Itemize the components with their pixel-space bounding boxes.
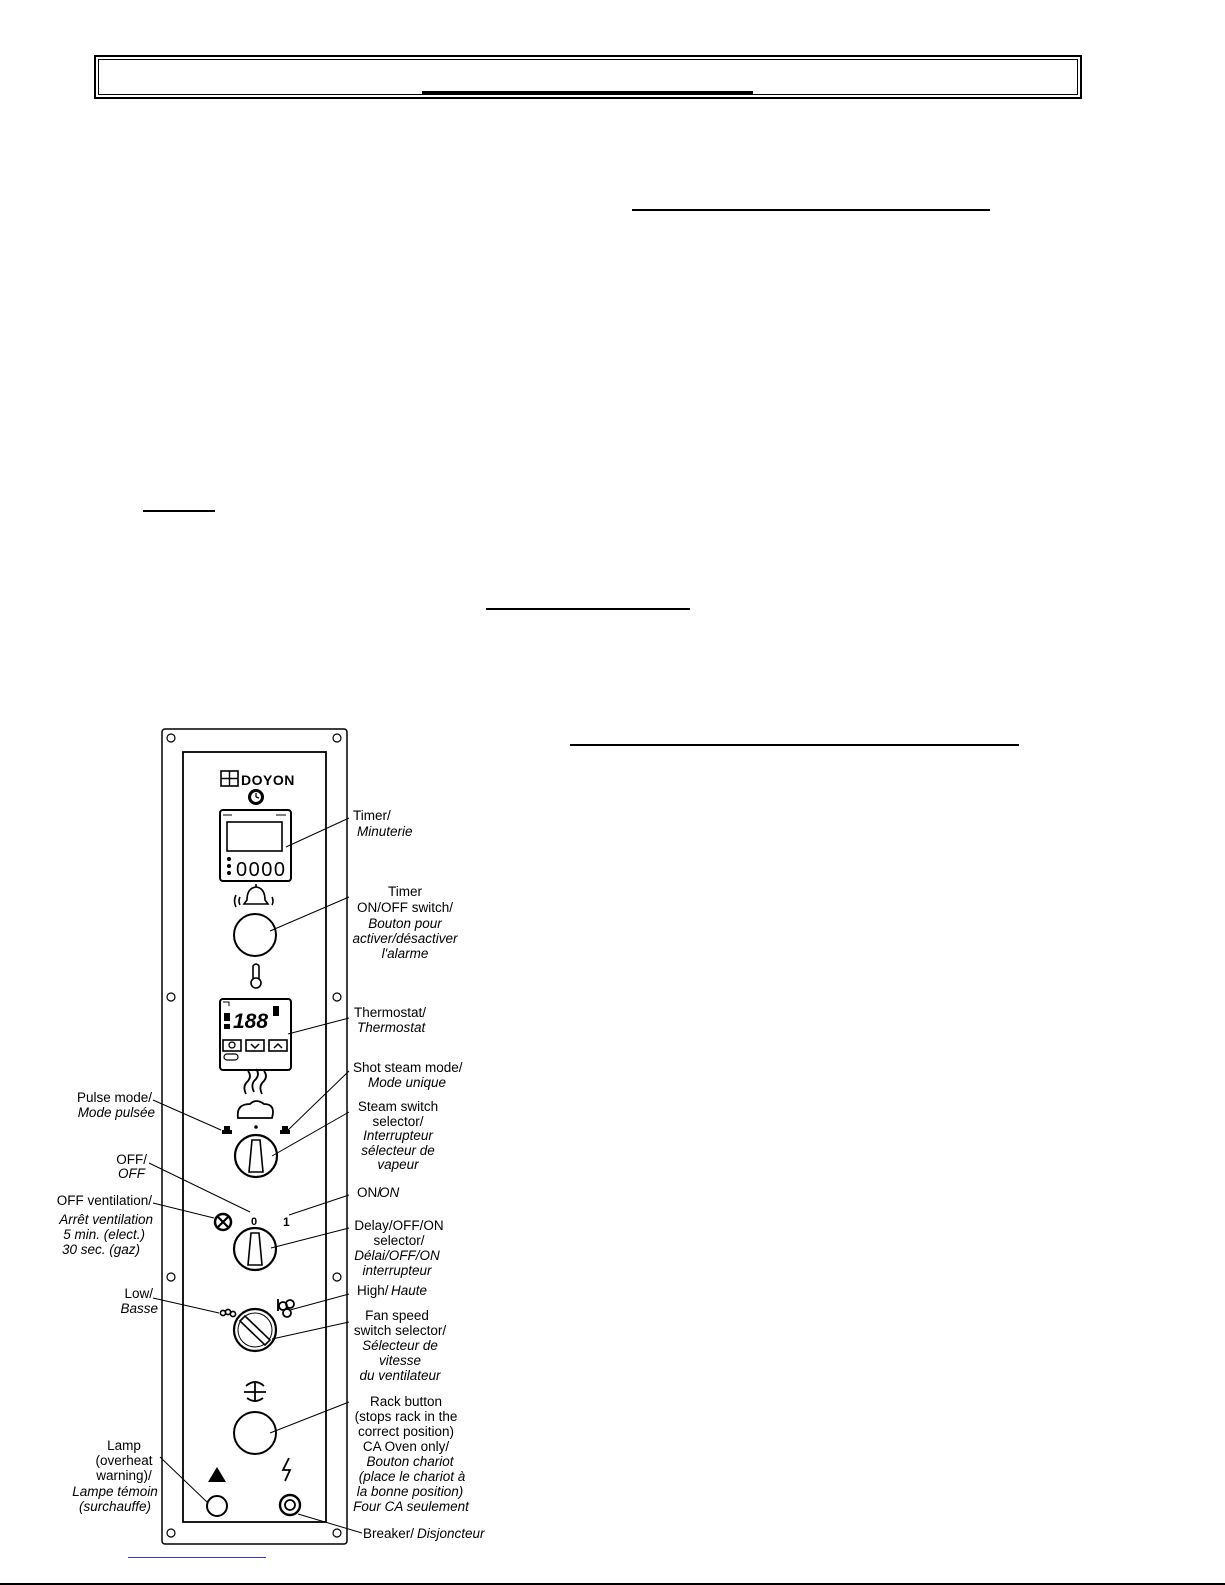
svg-text:(place le chariot à: (place le chariot à (358, 1469, 466, 1484)
svg-text:Delay/OFF/ON: Delay/OFF/ON (354, 1218, 444, 1233)
label-steam-switch (358, 1099, 438, 1172)
svg-text:Lamp: Lamp (107, 1438, 141, 1453)
thermostat-digits: 188 (233, 1010, 269, 1033)
label-off (116, 1152, 147, 1181)
timer-display (220, 810, 291, 881)
svg-text:30 sec. (gaz): 30 sec. (gaz) (61, 1242, 140, 1257)
svg-text:interrupteur: interrupteur (362, 1263, 432, 1278)
label-low (120, 1286, 158, 1316)
timer-onoff-button[interactable] (234, 914, 276, 956)
label-timer-switch (352, 884, 458, 961)
timer-digits: 0000 (236, 859, 287, 881)
svg-text:Mode unique: Mode unique (368, 1075, 447, 1090)
svg-text:Thermostat: Thermostat (357, 1020, 426, 1035)
svg-text:Fan speed: Fan speed (365, 1308, 429, 1323)
svg-text:selector/: selector/ (372, 1114, 424, 1129)
svg-text:activer/désactiver: activer/désactiver (352, 931, 458, 946)
svg-text:Minuterie: Minuterie (357, 824, 413, 839)
svg-text:l'alarme: l'alarme (381, 946, 429, 961)
clock-icon (248, 789, 264, 805)
svg-text:ON/OFF switch/: ON/OFF switch/ (356, 900, 454, 915)
label-off-ventilation (57, 1193, 153, 1257)
lightning-bolt-icon (283, 1458, 290, 1481)
fan-low-icon (220, 1309, 235, 1316)
breaker-button[interactable] (280, 1495, 300, 1515)
svg-text:Arrêt ventilation: Arrêt ventilation (59, 1212, 153, 1227)
svg-text:vitesse: vitesse (378, 1353, 422, 1368)
svg-text:Timer: Timer (388, 884, 422, 899)
delay-off-on-selector-knob[interactable] (234, 1228, 276, 1270)
svg-text:sélecteur de: sélecteur de (361, 1143, 435, 1158)
svg-text:OFF ventilation/: OFF ventilation/ (56, 1193, 152, 1208)
svg-text:High/: High/ (357, 1283, 389, 1298)
steam-selector-knob[interactable] (235, 1135, 277, 1177)
svg-text:ON/: ON/ (357, 1185, 382, 1200)
bell-icon (235, 884, 274, 907)
warning-triangle-icon (208, 1467, 226, 1482)
svg-text:vapeur: vapeur (377, 1157, 419, 1172)
label-on (357, 1185, 400, 1200)
off-zero-mark: 0 (251, 1216, 258, 1228)
svg-text:Bouton chariot: Bouton chariot (366, 1454, 454, 1469)
thermometer-icon (251, 964, 261, 988)
svg-text:Four CA seulement: Four CA seulement (353, 1499, 469, 1514)
thermostat-display (220, 999, 291, 1070)
svg-text:ON: ON (379, 1185, 400, 1200)
rack-button[interactable] (234, 1412, 276, 1454)
svg-text:Thermostat/: Thermostat/ (354, 1005, 427, 1020)
label-fan-speed (354, 1308, 447, 1383)
svg-text:OFF: OFF (118, 1166, 145, 1181)
label-delay-selector (354, 1218, 443, 1278)
label-high (357, 1283, 427, 1298)
overheat-warning-lamp (207, 1496, 227, 1516)
fan-high-icon (278, 1299, 294, 1317)
svg-text:5 min. (elect.): 5 min. (elect.) (63, 1227, 145, 1242)
doyon-logo (221, 771, 295, 788)
svg-text:Haute: Haute (391, 1283, 428, 1298)
logo-text: DOYON (241, 772, 295, 788)
label-rack-button (353, 1394, 470, 1514)
svg-text:Low/: Low/ (124, 1286, 153, 1301)
svg-text:Mode pulsée: Mode pulsée (77, 1105, 155, 1120)
svg-text:Délai/OFF/ON: Délai/OFF/ON (354, 1248, 440, 1263)
svg-text:OFF/: OFF/ (116, 1152, 147, 1167)
svg-text:du ventilateur: du ventilateur (359, 1368, 441, 1383)
pulse-mode-icon (222, 1126, 232, 1134)
label-thermostat (354, 1005, 427, 1035)
steam-icon (238, 1069, 273, 1118)
fan-speed-selector-knob[interactable] (234, 1309, 276, 1351)
svg-text:Steam switch: Steam switch (357, 1099, 439, 1114)
label-lamp (72, 1438, 158, 1514)
label-breaker (363, 1526, 485, 1541)
svg-text:CA Oven only/: CA Oven only/ (362, 1439, 450, 1454)
svg-text:Basse: Basse (120, 1301, 158, 1316)
svg-text:Interrupteur: Interrupteur (363, 1128, 433, 1143)
svg-text:Disjoncteur: Disjoncteur (417, 1526, 485, 1541)
svg-text:Sélecteur de: Sélecteur de (362, 1338, 438, 1353)
fan-off-icon (215, 1214, 231, 1230)
svg-text:Pulse mode/: Pulse mode/ (76, 1090, 152, 1105)
svg-text:selector/: selector/ (373, 1233, 425, 1248)
rack-rotate-icon (244, 1382, 266, 1402)
svg-text:Breaker/: Breaker/ (363, 1526, 415, 1541)
steam-selector-mark (254, 1125, 258, 1129)
svg-text:Lampe témoin: Lampe témoin (72, 1484, 158, 1499)
svg-text:correct position): correct position) (357, 1424, 455, 1439)
svg-text:switch selector/: switch selector/ (353, 1323, 447, 1338)
label-shot-steam-mode (353, 1060, 463, 1090)
svg-text:la bonne position): la bonne position) (356, 1484, 464, 1499)
svg-text:Timer/: Timer/ (353, 808, 391, 823)
svg-text:warning)/: warning)/ (96, 1468, 152, 1483)
on-one-mark: 1 (283, 1215, 290, 1229)
svg-text:(surchauffe): (surchauffe) (78, 1499, 152, 1514)
label-pulse-mode (77, 1090, 155, 1120)
callout-lines (149, 818, 362, 1533)
svg-text:Shot steam mode/: Shot steam mode/ (353, 1060, 463, 1075)
label-timer (353, 808, 413, 839)
svg-text:(stops rack in the: (stops rack in the (354, 1409, 458, 1424)
svg-text:Rack button: Rack button (369, 1394, 443, 1409)
svg-text:(overheat: (overheat (95, 1453, 153, 1468)
svg-text:Bouton pour: Bouton pour (368, 916, 442, 931)
